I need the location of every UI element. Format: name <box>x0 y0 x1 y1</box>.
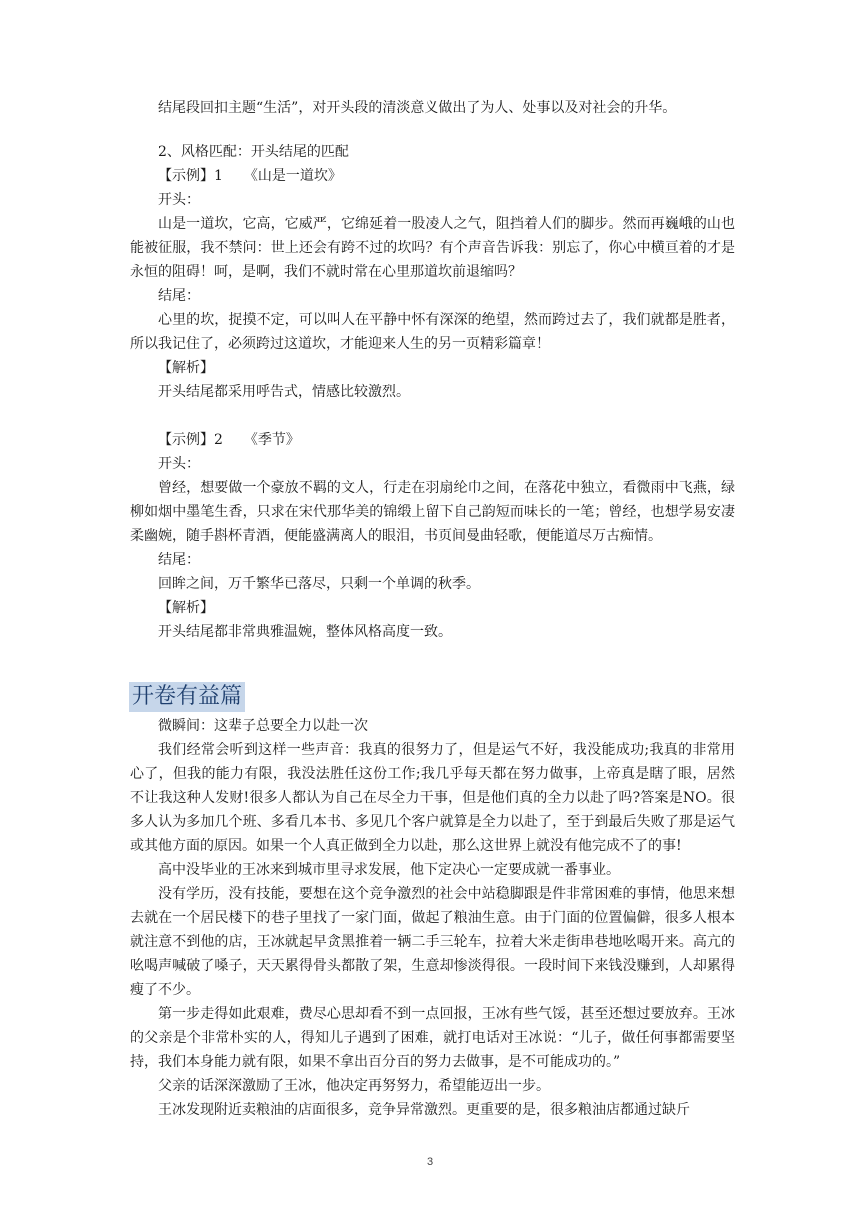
example1-open-text: 山是一道坎，它高，它威严，它绵延着一股凌人之气，阻挡着人们的脚步。然而再巍峨的山也能被征服，我不禁问：世上还会有跨不过的坎吗？有个声音告诉我：别忘了，你心中横亘着的才是永恒的阻碍！呵，是啊，我们不就时常在心里那道坎前退缩吗？ <box>130 216 735 280</box>
article-paragraph: 第一步走得如此艰难，费尽心思却看不到一点回报，王冰有些气馁，甚至还想过要放弃。王冰的父亲是个非常朴实的人，得知儿子遇到了困难，就打电话对王冰说：“儿子，做任何事都需要坚持，我们本身能力就有限，如果不拿出百分百的努力去做事，是不可能成功的。” <box>130 1006 735 1070</box>
example2-label: 【示例】2 《季节》 <box>158 432 300 448</box>
example1-analysis-label: 【解析】 <box>158 360 214 376</box>
page-body <box>130 96 735 1122</box>
example2-open-text: 曾经，想要做一个豪放不羁的文人，行走在羽扇纶巾之间，在落花中独立，看微雨中飞燕，绿柳如烟中墨笔生香，只求在宋代那华美的锦缎上留下自己韵短而味长的一笔；曾经，也想学易安凄柔幽婉，随手斟杯青酒，便能盛满离人的眼泪，书页间曼曲轻歌，便能道尽万古痴情。 <box>130 480 735 544</box>
article-title: 微瞬间：这辈子总要全力以赴一次 <box>158 718 368 734</box>
example2-open-label: 开头： <box>158 456 200 472</box>
example2-analysis-label: 【解析】 <box>158 600 214 616</box>
article-paragraph: 没有学历，没有技能，要想在这个竞争激烈的社会中站稳脚跟是件非常困难的事情，他思来想去就在一个居民楼下的巷子里找了一家门面，做起了粮油生意。由于门面的位置偏僻，很多人根本就注意不到他的店，王冰就起早贪黑推着一辆二手三轮车，拉着大米走街串巷地吆喝开来。高亢的吆喝声喊破了嗓子，天天累得骨头都散了架，生意却惨淡得很。一段时间下来钱没赚到，人却累得瘦了不少。 <box>130 886 735 998</box>
example1-label: 【示例】1 《山是一道坎》 <box>158 168 342 184</box>
article-paragraph: 父亲的话深深激励了王冰，他决定再努努力，希望能迈出一步。 <box>158 1078 550 1094</box>
section-title: 开卷有益篇 <box>129 682 245 712</box>
example2-end-label: 结尾： <box>158 552 200 568</box>
example1-analysis-text: 开头结尾都采用呼告式，情感比较激烈。 <box>158 384 410 400</box>
article-paragraph: 高中没毕业的王冰来到城市里寻求发展，他下定决心一定要成就一番事业。 <box>158 862 620 878</box>
article-paragraph: 我们经常会听到这样一些声音：我真的很努力了，但是运气不好，我没能成功;我真的非常用心了，但我的能力有限，我没法胜任这份工作;我几乎每天都在努力做事，上帝真是瞎了眼，居然不让我这种人发财!很多人都认为自己在尽全力干事，但是他们真的全力以赴了吗?答案是NO。很多人认为多加几个班、多看几本书、多见几个客户就算是全力以赴了，至于到最后失败了那是运气或其他方面的原因。如果一个人真正做到全力以赴，那么这世界上就没有他完成不了的事! <box>130 742 735 854</box>
page-number: 3 <box>426 1156 434 1168</box>
paragraph-end-summary: 结尾段回扣主题“生活”，对开头段的清淡意义做出了为人、处事以及对社会的升华。 <box>158 100 677 116</box>
section-heading <box>130 682 735 714</box>
example1-end-label: 结尾： <box>158 288 200 304</box>
example1-open-label: 开头： <box>158 192 200 208</box>
example2-end-text: 回眸之间，万千繁华已落尽，只剩一个单调的秋季。 <box>158 576 480 592</box>
example1-end-text: 心里的坎，捉摸不定，可以叫人在平静中怀有深深的绝望，然而跨过去了，我们就都是胜者，所以我记住了，必须跨过这道坎，才能迎来人生的另一页精彩篇章！ <box>130 312 735 352</box>
article-paragraph: 王冰发现附近卖粮油的店面很多，竞争异常激烈。更重要的是，很多粮油店都通过缺斤 <box>158 1102 690 1118</box>
subheading-style-match: 2、风格匹配：开头结尾的匹配 <box>158 144 349 160</box>
example2-analysis-text: 开头结尾都非常典雅温婉，整体风格高度一致。 <box>158 624 452 640</box>
